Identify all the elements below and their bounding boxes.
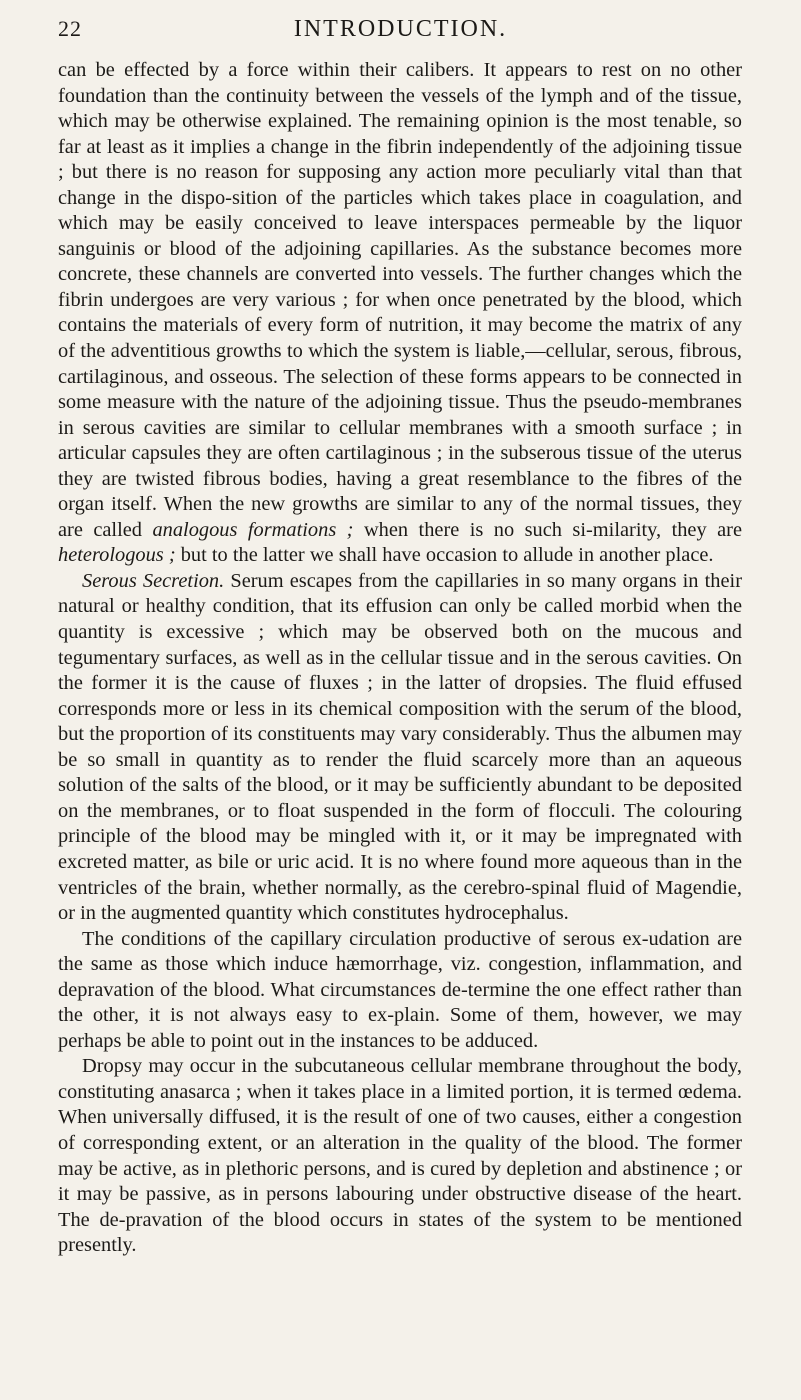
paragraph-text: The conditions of the capillary circulation productive of serous ex-udation are the same as those which induce hæmorrhage, viz. congestion, inflammation, and depravation of the blood. What circumstances de-termine the one effect rather than the other, it is not always easy to ex-plain. Some of them, however, we may perhaps be able to point out in the instances to be adduced. (58, 927, 742, 1052)
paragraph-text: Serum escapes from the capillaries in so many organs in their natural or healthy condition, that its effusion can only be called morbid when the quantity is excessive ; which may be observed both on the mucous and tegumentary surfaces, as well as in the cellular tissue and in the serous cavities. On the former it is the cause of fluxes ; in the latter of dropsies. The fluid effused corresponds more or less in its chemical composition with the serum of the blood, but the proportion of its constituents may vary considerably. Thus the albumen may be so small in quantity as to render the fluid scarcely more than an aqueous solution of the salts of the blood, or it may be sufficiently abundant to be deposited on the membranes, or to float suspended in the form of flocculi. The colouring principle of the blood may be mingled with it, or it may be impregnated with excreted matter, as bile or uric acid. It is no where found more aqueous than in the ventricles of the brain, whether normally, as the cerebro-spinal fluid of Magendie, or in the augmented quantity which constitutes hydrocephalus. (58, 569, 742, 925)
section-heading-serous-secretion: Serous Secretion. (82, 569, 225, 592)
page-number: 22 (58, 16, 82, 41)
italic-term-heterologous: heterologous ; (58, 544, 176, 567)
paragraph-fibrin (58, 58, 742, 569)
paragraph-dropsy (58, 1054, 742, 1258)
paragraph-serous-secretion (58, 569, 742, 927)
paragraph-text: can be effected by a force within their calibers. It appears to rest on no other foundation than the continuity between the vessels of the lymph and of the tissue, which may be otherwise explained. The remaining opinion is the most tenable, so far at least as it implies a change in the fibrin independently of the adjoining tissue ; but there is no reason for supposing any action more peculiarly vital than that change in the dispo-sition of the particles which takes place in coagulation, and which may be easily conceived to leave interspaces permeable by the liquor sanguinis or blood of the adjoining capillaries. As the substance becomes more concrete, these channels are converted into vessels. The further changes which the fibrin undergoes are very various ; for when once penetrated by the blood, which contains the materials of every form of nutrition, it may become the matrix of any of the adventitious growths to which the system is liable,—cellular, serous, fibrous, cartilaginous, and osseous. The selection of these forms appears to be connected in some measure with the nature of the adjoining tissue. Thus the pseudo-membranes in serous cavities are similar to cellular membranes with a smooth surface ; in articular capsules they are often cartilaginous ; in the subserous tissue of the uterus they are twisted fibrous bodies, having a great resemblance to the fibres of the organ itself. When the new growths are similar to any of the normal tissues, they are called (58, 59, 742, 541)
paragraph-text: but to the latter we shall have occasion to allude in another place. (180, 544, 714, 567)
paragraph-text: Dropsy may occur in the subcutaneous cellular membrane throughout the body, constituting anasarca ; when it takes place in a limited portion, it is termed œdema. When universally diffused, it is the result of one of two causes, either a congestion of corresponding extent, or an alteration in the quality of the blood. The former may be active, as in plethoric persons, and is cured by depletion and abstinence ; or it may be passive, as in persons labouring under obstructive disease of the heart. The de-pravation of the blood occurs in states of the system to be mentioned presently. (58, 1055, 742, 1257)
body-text (58, 58, 742, 1259)
running-head: INTRODUCTION. (293, 16, 508, 42)
italic-term-analogous: analogous formations ; (152, 518, 354, 541)
paragraph-text: when there is no such si-milarity, they are (363, 518, 743, 541)
page-header (58, 16, 743, 56)
paragraph-conditions (58, 927, 742, 1055)
